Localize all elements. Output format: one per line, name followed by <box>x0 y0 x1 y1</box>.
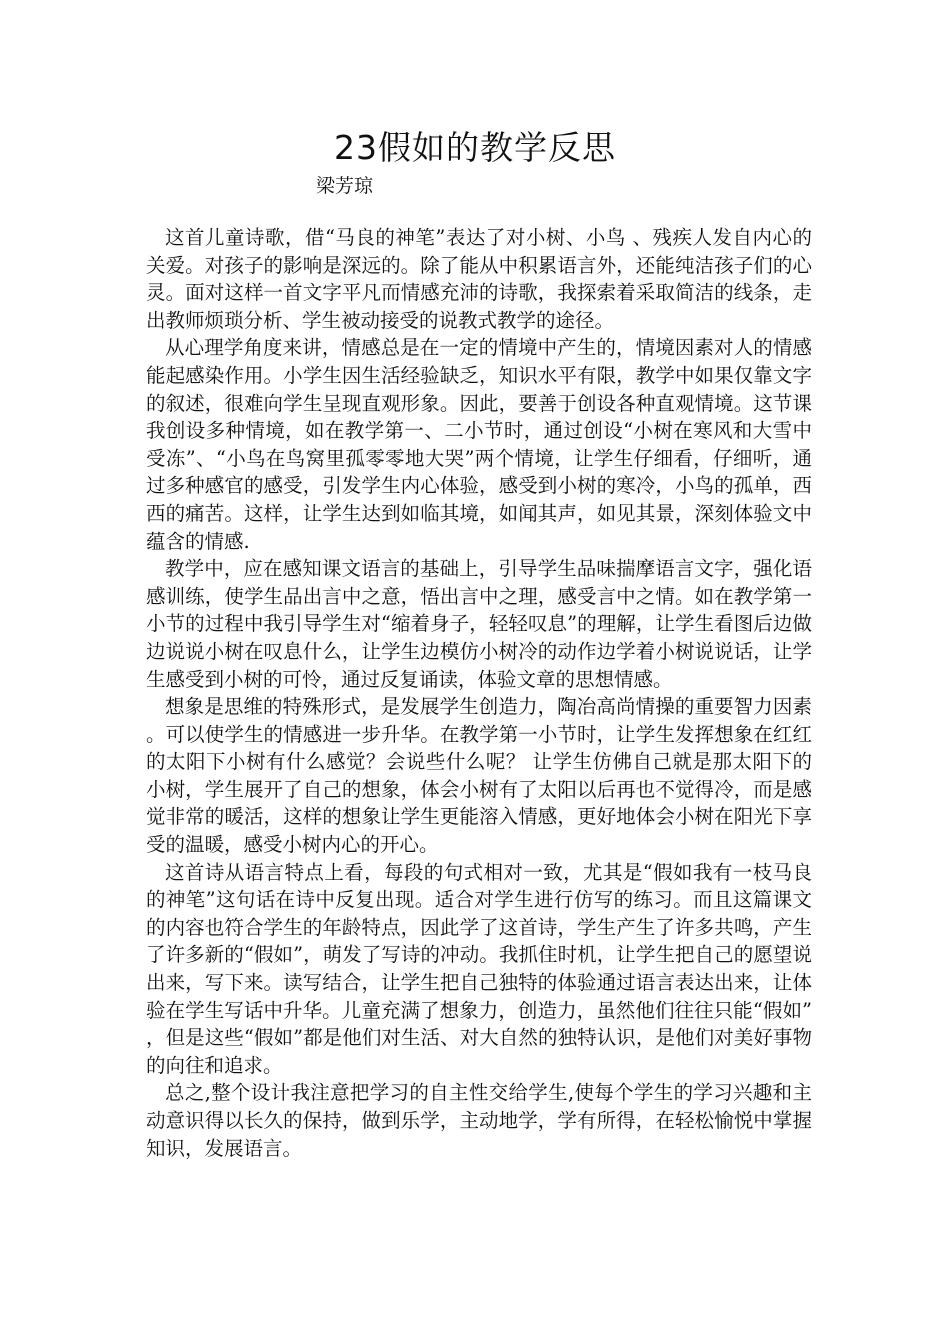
document-author: 梁芳琼 <box>316 175 374 197</box>
document-body <box>146 224 812 1162</box>
paragraph-intro: 这首儿童诗歌，借“马良的神笔”表达了对小树、小鸟 、残疾人发自内心的关爱。对孩子的影响是深远的。除了能从中积累语言外，还能纯洁孩子们的心灵。面对这样一首文字平凡而情感充沛的诗歌，我探索着采取简洁的线条，走出教师烦琐分析、学生被动接受的说教式教学的途径。 <box>146 226 812 332</box>
paragraph-conclusion: 总之,整个设计我注意把学习的自主性交给学生,使每个学生的学习兴趣和主动意识得以长久的保持，做到乐学，主动地学，学有所得，在轻松愉悦中掌握知识，发展语言。 <box>146 1081 812 1160</box>
paragraph-psychology: 从心理学角度来讲，情感总是在一定的情境中产生的，情境因素对人的情感能起感染作用。小学生因生活经验缺乏，知识水平有限，教学中如果仅靠文字的叙述，很难向学生呈现直观形象。因此，要善于创设各种直观情境。这节课我创设多种情境，如在教学第一、二小节时，通过创设“小树在寒风和大雪中受冻”、“小鸟在鸟窝里孤零零地大哭”两个情境，让学生仔细看，仔细听，通过多种感官的感受，引发学生内心体验，感受到小树的寒冷，小鸟的孤单，西西的痛苦。这样，让学生达到如临其境，如闻其声，如见其景，深刻体验文中蕴含的情感. <box>146 336 812 553</box>
paragraph-imagination: 想象是思维的特殊形式，是发展学生创造力，陶冶高尚情操的重要智力因素。可以使学生的情感进一步升华。在教学第一小节时，让学生发挥想象在红红的太阳下小树有什么感觉？会说些什么呢？ 让学生仿佛自己就是那太阳下的小树，学生展开了自己的想象，体会小树有了太阳以后再也不觉得冷，而是感觉非常的暖活，这样的想象让学生更能溶入情感，更好地体会小树在阳光下享受的温暖，感受小树内心的开心。 <box>146 695 812 857</box>
paragraph-writing-practice: 这首诗从语言特点上看，每段的句式相对一致，尤其是“假如我有一枝马良的神笔”这句话在诗中反复出现。适合对学生进行仿写的练习。而且这篇课文的内容也符合学生的年龄特点，因此学了这首诗，学生产生了许多共鸣，产生了许多新的“假如”，萌发了写诗的冲动。我抓住时机，让学生把自己的愿望说出来，写下来。读写结合，让学生把自己独特的体验通过语言表达出来，让体验在学生写话中升华。儿童充满了想象力，创造力，虽然他们往往只能“假如”，但是这些“假如”都是他们对生活、对大自然的独特认识，是他们对美好事物的向往和追求。 <box>146 860 812 1077</box>
paragraph-language: 教学中，应在感知课文语言的基础上，引导学生品味揣摩语言文字，强化语感训练，使学生品出言中之意，悟出言中之理，感受言中之情。如在教学第一小节的过程中我引导学生对“缩着身子，轻轻叹息”的理解，让学生看图后边做边说说小树在叹息什么，让学生边模仿小树冷的动作边学着小树说说话，让学生感受到小树的可怜，通过反复诵读，体验文章的思想情感。 <box>146 557 812 691</box>
document-title: 23假如的教学反思 <box>334 128 616 167</box>
